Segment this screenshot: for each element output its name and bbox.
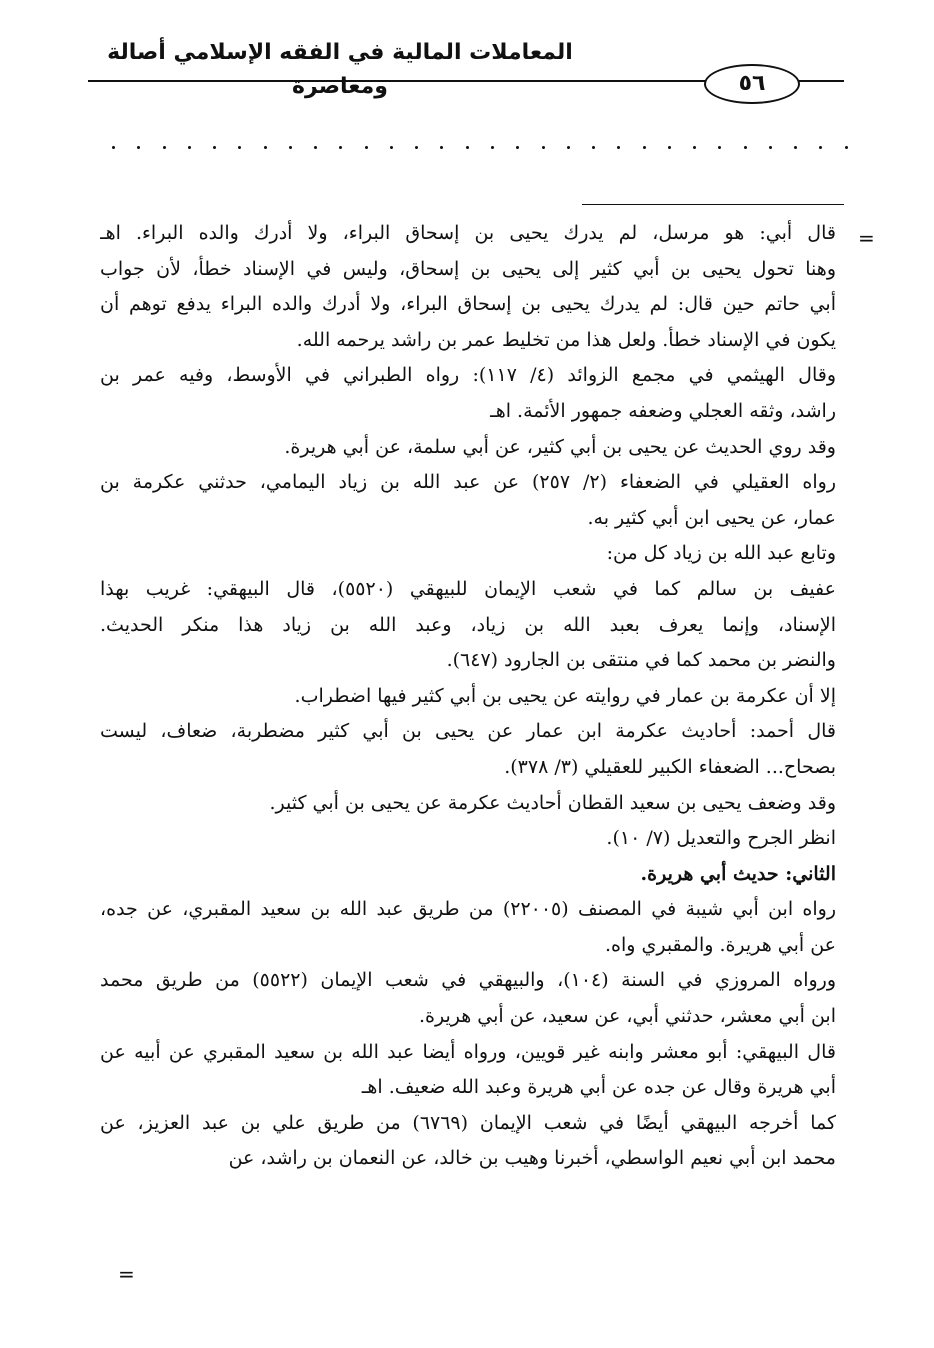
text-line: قال أحمد: أحاديث عكرمة ابن عمار عن يحيى بن أبي كثير مضطربة، ضعاف، ليست bbox=[100, 720, 836, 743]
text-line: عن أبي هريرة. والمقبري واه. bbox=[604, 933, 836, 956]
separator-dot bbox=[289, 146, 292, 149]
text-line: قال البيهقي: أبو معشر وابنه غير قويين، ورواه أيضا عبد الله بن سعيد المقبري عن أبيه عن bbox=[100, 1040, 836, 1063]
text-line: رواه العقيلي في الضعفاء (٢/ ٢٥٧) عن عبد الله بن زياد اليمامي، حدثني عكرمة بن bbox=[100, 471, 836, 494]
text-line: كما أخرجه البيهقي أيضًا في شعب الإيمان (٦٧٦٩) من طريق علي بن عبد العزيز، عن bbox=[100, 1111, 836, 1134]
text-line: إلا أن عكرمة بن عمار في روايته عن يحيى بن أبي كثير فيها اضطراب. bbox=[294, 684, 836, 707]
text-line: يكون في الإسناد خطأ. ولعل هذا من تخليط عمر بن راشد يرحمه الله. bbox=[296, 328, 836, 351]
text-line: انظر الجرح والتعديل (٧/ ١٠). bbox=[606, 827, 836, 850]
separator-dot bbox=[718, 146, 721, 149]
separator-dot bbox=[466, 146, 469, 149]
running-header-title: المعاملات المالية في الفقه الإسلامي أصالة ومعاصرة bbox=[107, 40, 573, 99]
separator-dot bbox=[112, 146, 115, 149]
text-line: رواه ابن أبي شيبة في المصنف (٢٢٠٠٥) من طريق عبد الله بن سعيد المقبري، عن جده، bbox=[100, 898, 836, 921]
continuation-mark-bottom: = bbox=[118, 1262, 135, 1286]
text-line: أبي هريرة وقال عن جده عن أبي هريرة وعبد الله ضعيف. اهـ bbox=[361, 1076, 836, 1099]
separator-dot bbox=[668, 146, 671, 149]
separator-dot bbox=[744, 146, 747, 149]
separator-dot bbox=[819, 146, 822, 149]
text-line: قال أبي: هو مرسل، لم يدرك يحيى بن إسحاق البراء، ولا أدرك والده البراء. اهـ bbox=[100, 222, 836, 244]
separator-dot bbox=[390, 146, 393, 149]
text-line: والنضر بن محمد كما في منتقى بن الجارود (٦٤٧). bbox=[446, 649, 836, 672]
separator-dot bbox=[314, 146, 317, 149]
text-line: بصحاح... الضعفاء الكبير للعقيلي (٣/ ٣٧٨). bbox=[504, 755, 836, 778]
separator-dot bbox=[137, 146, 140, 149]
page-number: ٥٦ bbox=[704, 64, 800, 104]
text-line: وقال الهيثمي في مجمع الزوائد (٤/ ١١٧): رواه الطبراني في الأوسط، وفيه عمر بن bbox=[100, 364, 836, 387]
text-line: وقد وضعف يحيى بن سعيد القطان أحاديث عكرمة عن يحيى بن أبي كثير. bbox=[269, 791, 836, 814]
text-line: أبي حاتم حين قال: لم يدرك يحيى بن إسحاق البراء، ولا أدرك والده البراء يدفع توهم أن bbox=[100, 293, 836, 316]
separator-dot bbox=[415, 146, 418, 149]
continuation-mark-top: = bbox=[858, 226, 875, 250]
separator-dot bbox=[542, 146, 545, 149]
separator-dot bbox=[440, 146, 443, 149]
text-line: عمار، عن يحيى ابن أبي كثير به. bbox=[587, 506, 836, 529]
separator-dot bbox=[365, 146, 368, 149]
separator-dot bbox=[643, 146, 646, 149]
text-line: الثاني: حديث أبي هريرة. bbox=[640, 862, 836, 885]
separator-dot bbox=[567, 146, 570, 149]
separator-dot bbox=[339, 146, 342, 149]
text-line: الإسناد، وإنما يعرف بعبد الله بن زياد، وعبد الله بن زياد هذا منكر الحديث. bbox=[100, 613, 836, 636]
separator-dot bbox=[592, 146, 595, 149]
separator-dot bbox=[238, 146, 241, 149]
footnote-separator-rule bbox=[582, 204, 844, 205]
text-line: وتابع عبد الله بن زياد كل من: bbox=[606, 542, 836, 565]
text-line: عفيف بن سالم كما في شعب الإيمان للبيهقي (٥٥٢٠)، قال البيهقي: غريب بهذا bbox=[100, 577, 836, 600]
separator-dot bbox=[516, 146, 519, 149]
text-line: ورواه المروزي في السنة (١٠٤)، والبيهقي في شعب الإيمان (٥٥٢٢) من طريق محمد bbox=[100, 969, 836, 992]
separator-dot bbox=[163, 146, 166, 149]
separator-dot bbox=[693, 146, 696, 149]
separator-dot bbox=[491, 146, 494, 149]
dotted-separator bbox=[112, 140, 848, 154]
separator-dot bbox=[845, 146, 848, 149]
text-line: وهنا تحول يحيى بن أبي كثير إلى يحيى بن إسحاق، وليس في الإسناد خطأ، لأن جواب bbox=[100, 257, 836, 280]
footnote-text bbox=[100, 216, 836, 1177]
text-line: محمد ابن أبي نعيم الواسطي، أخبرنا وهيب بن خالد، عن النعمان بن راشد، عن bbox=[228, 1147, 836, 1170]
separator-dot bbox=[769, 146, 772, 149]
text-line: راشد، وثقه العجلي وضعفه جمهور الأئمة. اهـ bbox=[490, 399, 836, 422]
separator-dot bbox=[264, 146, 267, 149]
text-line: وقد روي الحديث عن يحيى بن أبي كثير، عن أبي سلمة، عن أبي هريرة. bbox=[284, 435, 836, 458]
separator-dot bbox=[794, 146, 797, 149]
separator-dot bbox=[617, 146, 620, 149]
separator-dot bbox=[188, 146, 191, 149]
separator-dot bbox=[213, 146, 216, 149]
text-line: ابن أبي معشر، حدثني أبي، عن سعيد، عن أبي هريرة. bbox=[418, 1005, 836, 1028]
